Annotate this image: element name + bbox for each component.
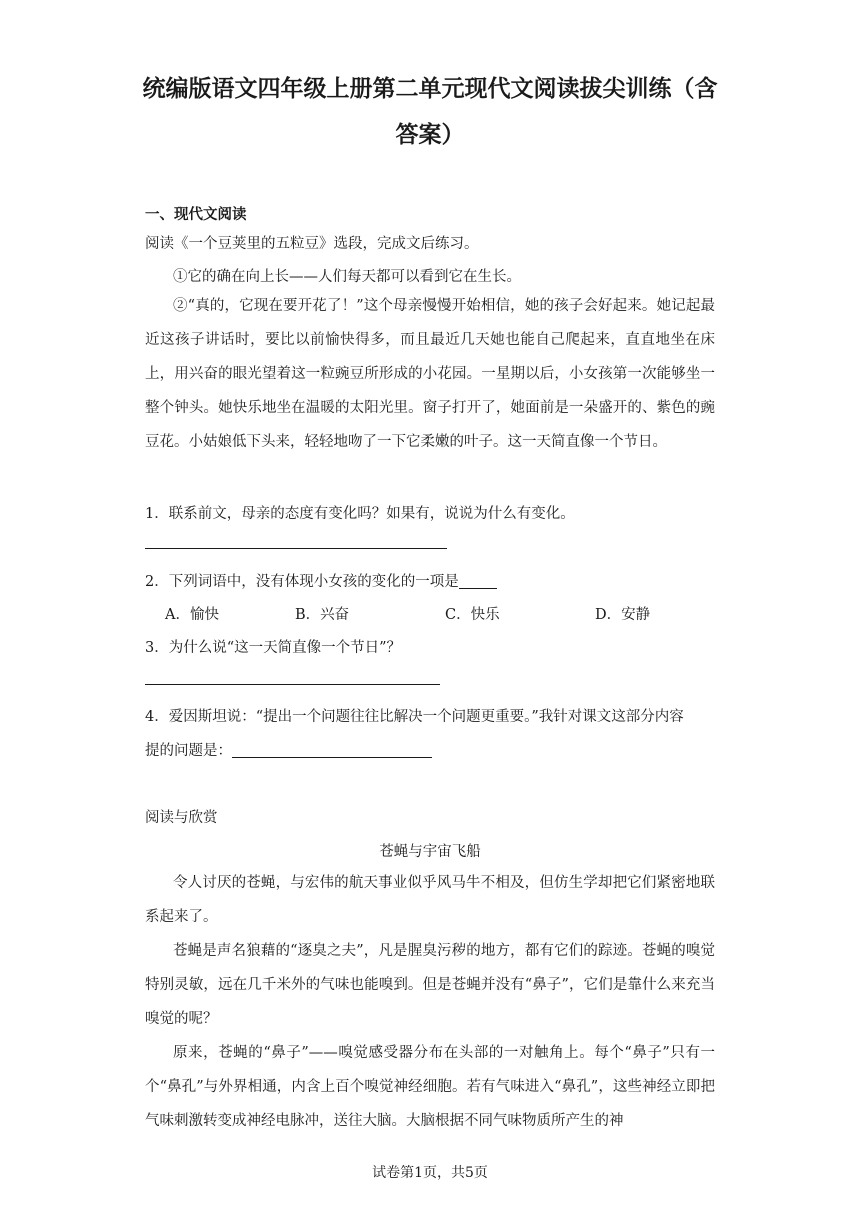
article-title: 苍蝇与宇宙飞船 xyxy=(379,844,481,860)
article-paragraph-2: 苍蝇是声名狼藉的“逐臭之夫”，凡是腥臭污秽的地方，都有它们的踪迹。苍蝇的嗅觉特别灵敏，远在几千米外的气味也能嗅到。但是苍蝇并没有“鼻子”，它们是靠什么来充当嗅觉的呢？ xyxy=(145,943,715,1027)
section-2-heading: 阅读与欣赏 xyxy=(145,810,218,826)
question-2-text: 2．下列词语中，没有体现小女孩的变化的一项是 xyxy=(145,574,459,590)
answer-line-q1[interactable] xyxy=(145,548,447,549)
answer-line-q3[interactable] xyxy=(145,684,440,685)
question-3: 3．为什么说“这一天简直像一个节日”？ xyxy=(145,640,402,656)
option-d[interactable]: D．安静 xyxy=(595,607,651,623)
reading-intro: 阅读《一个豆荚里的五粒豆》选段，完成文后练习。 xyxy=(145,236,479,252)
passage-paragraph-2: ②“真的，它现在要开花了！”这个母亲慢慢开始相信，她的孩子会好起来。她记起最近这孩子讲话时，要比以前愉快得多，而且最近几天她也能自己爬起来，直直地坐在床上，用兴奋的眼光望着这一粒豌豆所形成的小花园。一星期以后，小女孩第一次能够坐一整个钟头。她快乐地坐在温暖的太阳光里。窗子打开了，她面前是一朵盛开的、紫色的豌豆花。小姑娘低下头来，轻轻地吻了一下它柔嫩的叶子。这一天简直像一个节日。 xyxy=(145,298,715,450)
option-a[interactable]: A．愉快 xyxy=(165,607,219,623)
answer-blank-q2[interactable] xyxy=(459,574,497,589)
question-4-line-2 xyxy=(145,739,432,760)
question-4-prompt: 提的问题是： xyxy=(145,743,232,759)
page-title: 统编版语文四年级上册第二单元现代文阅读拔尖训练（含答案） xyxy=(142,76,718,148)
question-4-line-1: 4．爱因斯坦说：“提出一个问题往往比解决一个问题更重要。”我针对课文这部分内容 xyxy=(145,709,684,725)
question-2 xyxy=(145,570,497,591)
answer-blank-q4[interactable] xyxy=(232,743,432,758)
option-b[interactable]: B．兴奋 xyxy=(295,607,350,623)
passage-paragraph-1: ①它的确在向上长——人们每天都可以看到它在生长。 xyxy=(173,269,521,285)
section-heading: 一、现代文阅读 xyxy=(145,207,247,223)
question-1: 1．联系前文，母亲的态度有变化吗？如果有，说说为什么有变化。 xyxy=(145,506,575,522)
article-paragraph-1: 令人讨厌的苍蝇，与宏伟的航天事业似乎风马牛不相及，但仿生学却把它们紧密地联系起来了。 xyxy=(145,875,715,925)
option-c[interactable]: C．快乐 xyxy=(445,607,500,623)
page-footer: 试卷第1页，共5页 xyxy=(372,1165,488,1181)
article-paragraph-3: 原来，苍蝇的“鼻子”——嗅觉感受器分布在头部的一对触角上。每个“鼻子”只有一个“鼻孔”与外界相通，内含上百个嗅觉神经细胞。若有气味进入“鼻孔”，这些神经立即把气味刺激转变成神经电脉冲，送往大脑。大脑根据不同气味物质所产生的神 xyxy=(145,1045,715,1129)
